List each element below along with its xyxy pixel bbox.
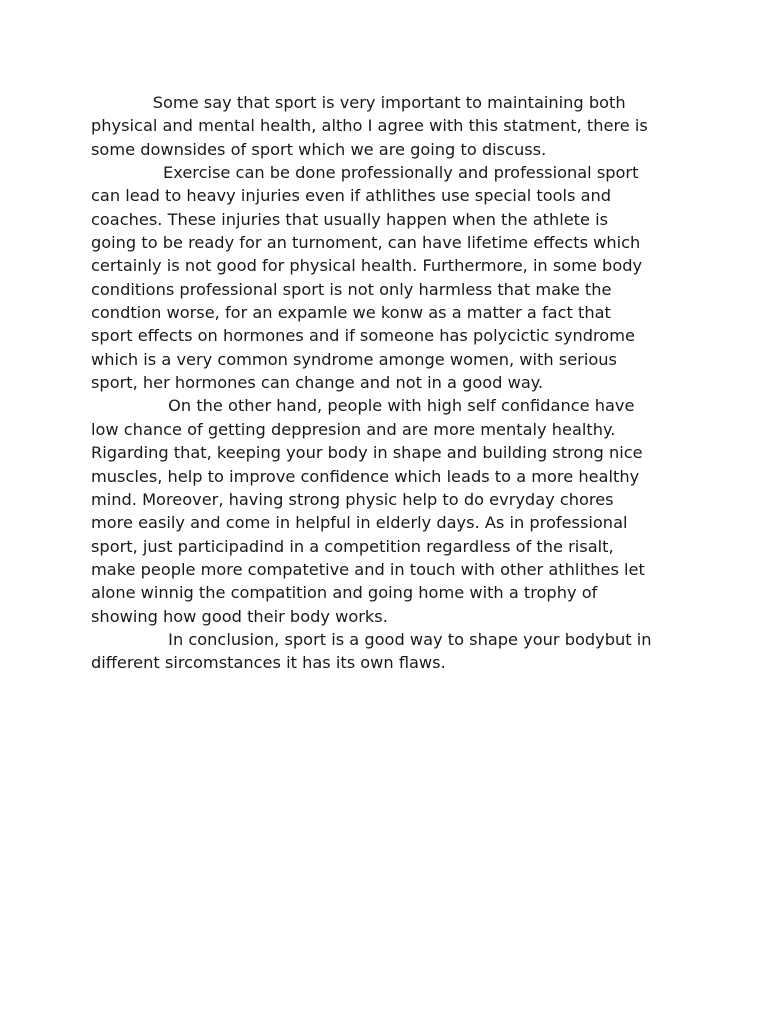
text-line: physical and mental health, altho I agree with this statment, there is xyxy=(91,116,648,136)
text-line: showing how good their body works. xyxy=(91,606,388,626)
text-line: Some say that sport is very important to maintaining both xyxy=(91,93,626,112)
text-line: different sircomstances it has its own flaws. xyxy=(91,653,446,673)
paragraph-benefits xyxy=(91,394,691,627)
text-line: Rigarding that, keeping your body in shape and building strong nice xyxy=(91,443,643,463)
text-line: sport, her hormones can change and not in a good way. xyxy=(91,373,544,393)
text-line: make people more compatetive and in touch with other athlithes let xyxy=(91,559,645,579)
text-line: mind. Moreover, having strong physic help to do evryday chores xyxy=(91,489,614,509)
text-line: sport, just participadind in a competition regardless of the risalt, xyxy=(91,536,614,556)
text-line: condtion worse, for an expamle we konw as a matter a fact that xyxy=(91,303,611,323)
text-line: On the other hand, people with high self confidance have xyxy=(91,396,635,416)
paragraph-conclusion xyxy=(91,628,691,675)
essay-body xyxy=(91,91,691,675)
text-line: some downsides of sport which we are going to discuss. xyxy=(91,139,547,159)
paragraph-intro xyxy=(91,91,691,161)
text-line: conditions professional sport is not only harmless that make the xyxy=(91,279,612,299)
text-line: going to be ready for an turnoment, can have lifetime effects which xyxy=(91,233,641,253)
paragraph-downsides xyxy=(91,161,691,394)
text-line: certainly is not good for physical health. Furthermore, in some body xyxy=(91,256,643,276)
text-line: which is a very common syndrome amonge women, with serious xyxy=(91,349,617,369)
text-line: can lead to heavy injuries even if athlithes use special tools and xyxy=(91,186,612,206)
text-line: Exercise can be done professionally and professional sport xyxy=(91,163,639,183)
text-line: In conclusion, sport is a good way to shape your bodybut in xyxy=(91,629,652,649)
text-line: coaches. These injuries that usually happen when the athlete is xyxy=(91,209,609,229)
text-line: alone winnig the compatition and going home with a trophy of xyxy=(91,583,598,603)
text-line: muscles, help to improve confidence which leads to a more healthy xyxy=(91,466,640,486)
text-line: low chance of getting deppresion and are more mentaly healthy. xyxy=(91,419,616,439)
text-line: more easily and come in helpful in elderly days. As in professional xyxy=(91,513,628,533)
text-line: sport effects on hormones and if someone has polycictic syndrome xyxy=(91,326,635,346)
